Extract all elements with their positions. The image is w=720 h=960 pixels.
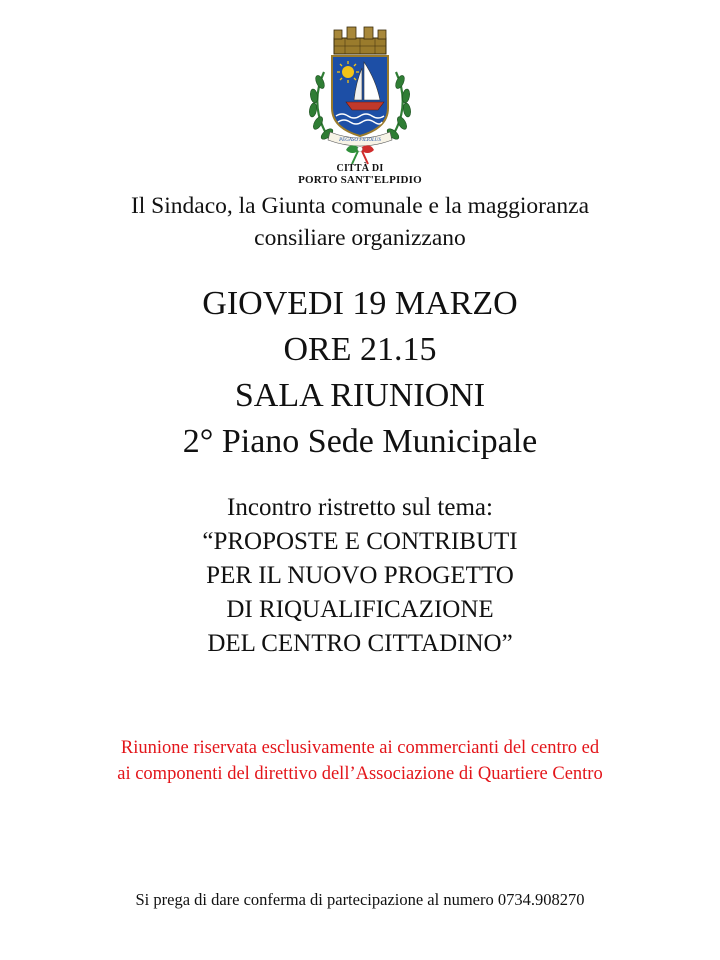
motto-text: PEGASO FILIOLUS [339,138,381,143]
event-location: 2° Piano Sede Municipale [182,423,538,460]
topic-title-line-4: DEL CENTRO CITTADINO” [207,630,513,657]
intro-line-1: Il Sindaco, la Giunta comunale e la maggioranza [130,193,590,219]
topic-title-line-1: “PROPOSTE E CONTRIBUTI [202,528,518,555]
notice-line-2: ai componenti del direttivo dell’Associazione di Quartiere Centro [117,764,603,784]
mural-crown [334,27,386,54]
confirmation-footer: Si prega di dare conferma di partecipazione al numero 0734.908270 [135,890,585,909]
crest-caption-line1: CITTÀ DI [336,163,384,174]
event-venue: SALA RIUNIONI [234,377,486,414]
tricolor-bow [346,145,374,164]
shield [332,56,388,136]
topic-lead: Incontro ristretto sul tema: [227,494,493,521]
event-time: ORE 21.15 [283,331,437,368]
crest-caption-line2: PORTO SANT'ELPIDIO [298,174,422,186]
topic-title-line-3: DI RIQUALIFICAZIONE [226,596,494,623]
intro-line-2: consiliare organizzano [254,225,466,251]
event-date: GIOVEDI 19 MARZO [202,285,518,322]
notice-line-1: Riunione riservata esclusivamente ai commercianti del centro ed [120,738,600,758]
topic-title-line-2: PER IL NUOVO PROGETTO [206,562,514,589]
city-coat-of-arms [300,22,420,172]
